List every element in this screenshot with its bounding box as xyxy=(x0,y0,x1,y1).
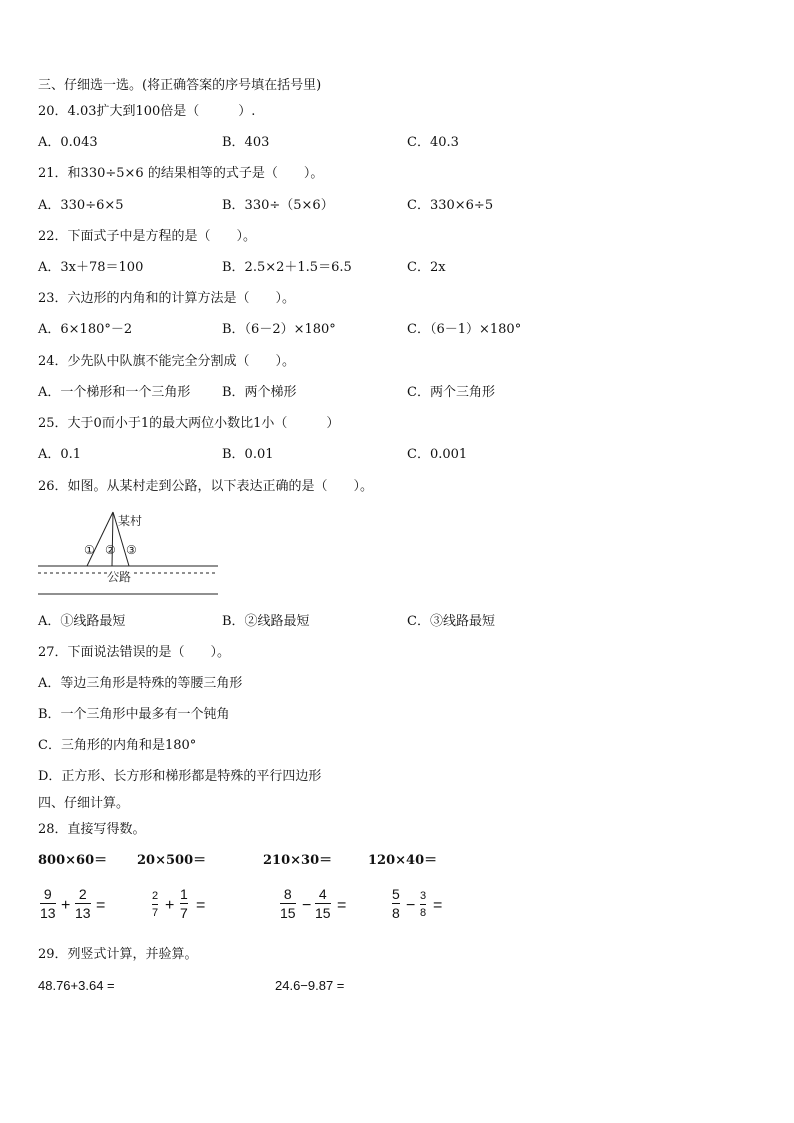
q24-option-a: A．一个梯形和一个三角形 xyxy=(38,385,191,400)
fraction-2-7: 2 7 xyxy=(152,890,159,919)
fraction-9-13: 9 13 xyxy=(40,886,56,921)
vertical-calc-addition: 48.76+3.64 = xyxy=(38,978,115,993)
q20-option-c: C．40.3 xyxy=(407,135,459,150)
route-2 xyxy=(112,512,113,566)
q27-option-d: D．正方形、长方形和梯形都是特殊的平行四边形 xyxy=(38,769,322,784)
calc-800x60: 800×60＝ xyxy=(38,853,108,868)
q21-option-c: C．330×6÷5 xyxy=(407,198,494,213)
q22-option-a: A．3x＋78＝100 xyxy=(38,260,144,275)
question-27: 27．下面说法错误的是（ ）。 xyxy=(38,645,231,660)
equals-sign: = xyxy=(433,897,443,914)
q22-option-b: B．2.5×2＋1.5＝6.5 xyxy=(222,260,352,275)
route-2-label: ② xyxy=(105,543,116,557)
route-1-label: ① xyxy=(84,543,95,557)
q25-option-a: A．0.1 xyxy=(38,447,82,462)
fraction-4-15: 4 15 xyxy=(315,886,331,921)
q20-option-a: A．0.043 xyxy=(38,135,98,150)
minus-operator: − xyxy=(406,897,416,914)
question-28: 28．直接写得数。 xyxy=(38,822,146,837)
q25-option-b: B．0.01 xyxy=(222,447,274,462)
question-26: 26．如图。从某村走到公路，以下表达正确的是（ ）。 xyxy=(38,479,374,494)
q20-option-b: B．403 xyxy=(222,135,270,150)
q23-option-b: B．（6－2）×180° xyxy=(222,322,336,337)
equals-sign: = xyxy=(196,897,206,914)
section-title-choice: 三、仔细选一选。(将正确答案的序号填在括号里) xyxy=(38,78,322,93)
q27-option-a: A．等边三角形是特殊的等腰三角形 xyxy=(38,676,243,691)
question-24: 24．少先队中队旗不能完全分割成（ ）。 xyxy=(38,354,296,369)
village-road-figure xyxy=(36,510,226,600)
q23-option-a: A．6×180°－2 xyxy=(38,322,133,337)
plus-operator: + xyxy=(165,897,175,914)
q26-option-a: A．①线路最短 xyxy=(38,614,126,629)
q21-option-b: B．330÷（5×6） xyxy=(222,198,334,213)
question-25: 25．大于0而小于1的最大两位小数比1小（ ） xyxy=(38,416,340,431)
fraction-3-8: 3 8 xyxy=(420,890,427,919)
calc-210x30: 210×30＝ xyxy=(263,853,333,868)
calc-20x500: 20×500＝ xyxy=(137,853,207,868)
minus-operator: − xyxy=(302,897,312,914)
calc-120x40: 120×40＝ xyxy=(368,853,438,868)
question-22: 22．下面式子中是方程的是（ ）。 xyxy=(38,229,257,244)
q27-option-c: C．三角形的内角和是180° xyxy=(38,738,197,753)
q21-option-a: A．330÷6×5 xyxy=(38,198,124,213)
q27-option-b: B．一个三角形中最多有一个钝角 xyxy=(38,707,230,722)
question-21: 21．和330÷5×6 的结果相等的式子是（ ）。 xyxy=(38,166,324,181)
q25-option-c: C．0.001 xyxy=(407,447,468,462)
q26-option-c: C．③线路最短 xyxy=(407,614,495,629)
question-23: 23．六边形的内角和的计算方法是（ ）。 xyxy=(38,291,296,306)
fraction-1-7: 1 7 xyxy=(180,886,188,921)
q24-option-b: B．两个梯形 xyxy=(222,385,297,400)
route-1 xyxy=(87,512,113,566)
q26-option-b: B．②线路最短 xyxy=(222,614,310,629)
village-label: 某村 xyxy=(118,514,143,528)
fraction-2-13: 2 13 xyxy=(75,886,91,921)
fraction-5-8: 5 8 xyxy=(392,886,400,921)
q22-option-c: C．2x xyxy=(407,260,446,275)
equals-sign: = xyxy=(96,897,106,914)
equals-sign: = xyxy=(337,897,347,914)
section-title-calculation: 四、仔细计算。 xyxy=(38,796,130,811)
q23-option-c: C．（6－1）×180° xyxy=(407,322,522,337)
fraction-8-15: 8 15 xyxy=(280,886,296,921)
vertical-calc-subtraction: 24.6−9.87 = xyxy=(275,978,345,993)
road-label: 公路 xyxy=(107,570,132,584)
question-29: 29．列竖式计算，并验算。 xyxy=(38,947,198,962)
q24-option-c: C．两个三角形 xyxy=(407,385,495,400)
route-3-label: ③ xyxy=(126,543,137,557)
plus-operator: + xyxy=(61,897,71,914)
question-20: 20．4.03扩大到100倍是（ ）. xyxy=(38,104,256,119)
